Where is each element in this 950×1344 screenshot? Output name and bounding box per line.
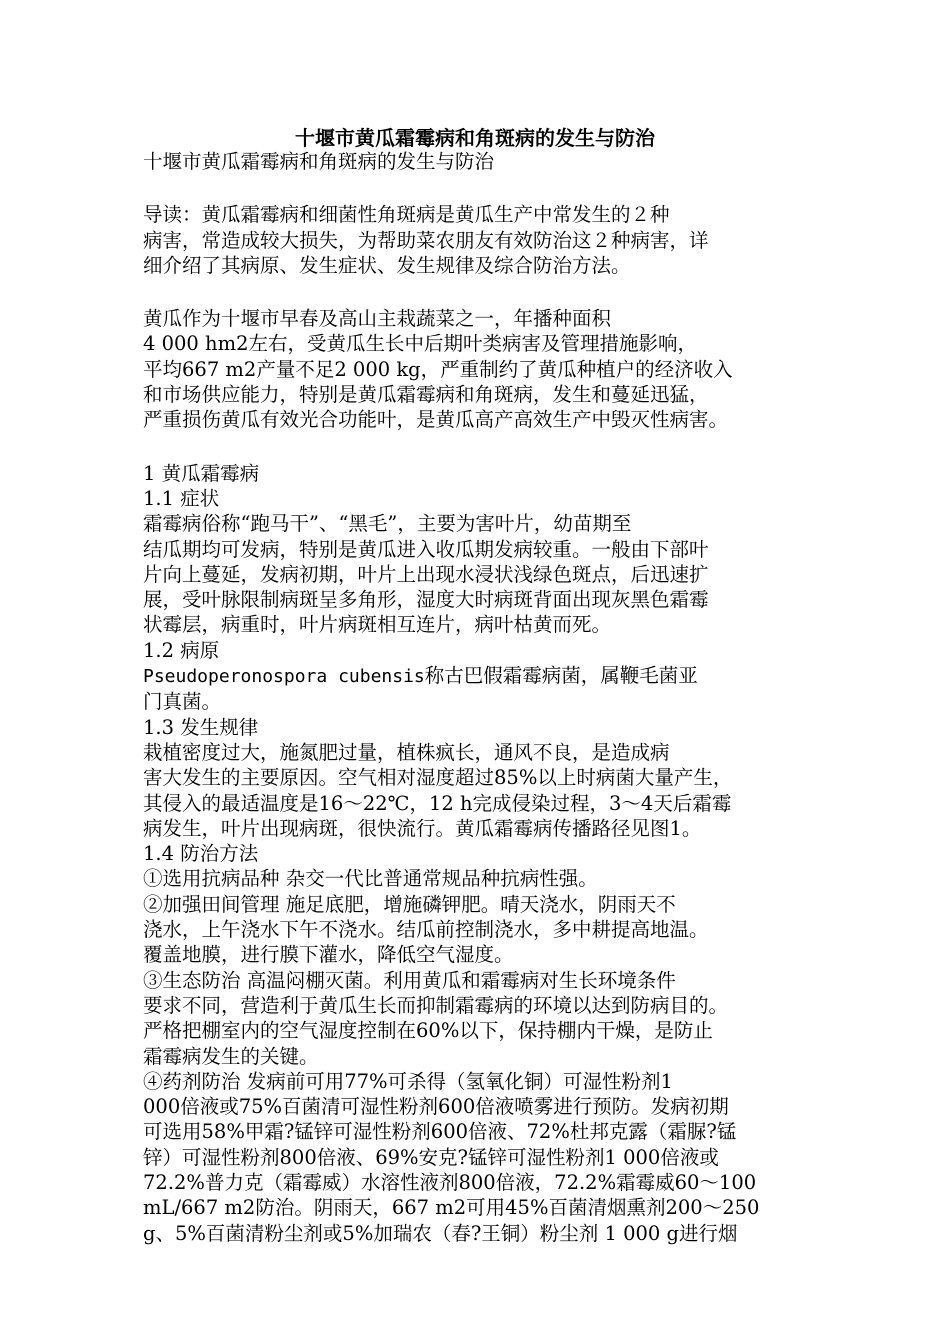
list-item: ②加强田间管理 施足底肥，增施磷钾肥。晴天浇水，阴雨天不	[143, 892, 676, 916]
paragraph-line: 覆盖地膜，进行膜下灌水，降低空气湿度。	[143, 943, 514, 967]
paragraph-line: 平均667 m2产量不足2 000 kg，严重制约了黄瓜种植户的经济收入	[143, 357, 733, 381]
section-heading: 1 黄瓜霜霉病	[143, 461, 260, 485]
subsection-heading: 1.1 症状	[143, 486, 220, 510]
paragraph-line: 其侵入的最适温度是16～22℃，12 h完成侵染过程，3～4天后霜霉	[143, 791, 732, 815]
paragraph-line: 状霉层，病重时，叶片病斑相互连片，病叶枯黄而死。	[143, 613, 612, 637]
paragraph-line: mL/667 m2防治。阴雨天，667 m2可用45%百菌清烟熏剂200～250	[143, 1196, 760, 1220]
intro-line: 病害，常造成较大损失，为帮助菜农朋友有效防治这２种病害，详	[143, 228, 709, 252]
document-body	[143, 149, 808, 1246]
paragraph-line: 结瓜期均可发病，特别是黄瓜进入收瓜期发病较重。一般由下部叶	[143, 537, 709, 561]
intro-line: 导读：黄瓜霜霉病和细菌性角斑病是黄瓜生产中常发生的２种	[143, 203, 670, 227]
paragraph-line: 可选用58%甲霜?锰锌可湿性粉剂600倍液、72%杜邦克露（霜脲?锰	[143, 1120, 737, 1144]
paragraph-line: 浇水，上午浇水下午不浇水。结瓜前控制浇水，多中耕提高地温。	[143, 918, 709, 942]
paragraph-line: 害大发生的主要原因。空气相对湿度超过85%以上时病菌大量产生，	[143, 766, 733, 790]
paragraph-line: 000倍液或75%百菌清可湿性粉剂600倍液喷雾进行预防。发病初期	[143, 1095, 729, 1119]
list-item: ①选用抗病品种 杂交一代比普通常规品种抗病性强。	[143, 867, 598, 891]
paragraph-line: 展，受叶脉限制病斑呈多角形，湿度大时病斑背面出现灰黑色霜霉	[143, 588, 709, 612]
intro-line: 细介绍了其病原、发生症状、发生规律及综合防治方法。	[143, 253, 631, 277]
document-subtitle: 十堰市黄瓜霜霉病和角斑病的发生与防治	[143, 150, 495, 173]
paragraph-line: 72.2%普力克（霜霉威）水溶性液剂800倍液，72.2%霜霉威60～100	[143, 1170, 757, 1194]
subsection-heading: 1.2 病原	[143, 638, 220, 662]
paragraph-line: 严重损伤黄瓜有效光合功能叶，是黄瓜高产高效生产中毁灭性病害。	[143, 408, 729, 432]
pathogen-latin-name: Pseudoperonospora cubensis	[143, 666, 425, 688]
paragraph-line: 霜霉病发生的关键。	[143, 1044, 319, 1068]
paragraph-line: 栽植密度过大，施氮肥过量，植株疯长，通风不良，是造成病	[143, 740, 670, 764]
paragraph-line: g、5%百菌清粉尘剂或5%加瑞农（春?王铜）粉尘剂 1 000 g进行烟	[143, 1221, 738, 1245]
subsection-heading: 1.3 发生规律	[143, 715, 259, 739]
paragraph-line: 锌）可湿性粉剂800倍液、69%安克?锰锌可湿性粉剂1 000倍液或	[143, 1145, 719, 1169]
paragraph-line: 片向上蔓延，发病初期，叶片上出现水浸状浅绿色斑点，后迅速扩	[143, 562, 709, 586]
list-item: ③生态防治 高温闷棚灭菌。利用黄瓜和霜霉病对生长环境条件	[143, 968, 676, 992]
paragraph-text: 称古巴假霜霉病菌，属鞭毛菌亚	[424, 664, 698, 688]
paragraph-line: 和市场供应能力，特别是黄瓜霜霉病和角斑病，发生和蔓延迅猛，	[143, 383, 709, 407]
paragraph-line: 病发生，叶片出现病斑，很快流行。黄瓜霜霉病传播路径见图1。	[143, 816, 702, 840]
paragraph-line: 黄瓜作为十堰市早春及高山主栽蔬菜之一，年播种面积	[143, 307, 612, 331]
document-title: 十堰市黄瓜霜霉病和角斑病的发生与防治	[295, 126, 655, 150]
subsection-heading: 1.4 防治方法	[143, 842, 259, 866]
paragraph-line: 4 000 hm2左右，受黄瓜生长中后期叶类病害及管理措施影响，	[143, 332, 697, 356]
paragraph-line: 门真菌。	[143, 690, 222, 714]
paragraph-line: 要求不同，营造利于黄瓜生长而抑制霜霉病的环境以达到防病目的。	[143, 993, 729, 1017]
list-item: ④药剂防治 发病前可用77%可杀得（氢氧化铜）可湿性粉剂1	[143, 1069, 673, 1093]
paragraph-line: 严格把棚室内的空气湿度控制在60%以下，保持棚内干燥，是防止	[143, 1019, 713, 1043]
paragraph-line: 霜霉病俗称“跑马干”、“黑毛”，主要为害叶片，幼苗期至	[143, 512, 632, 536]
paragraph-line	[143, 663, 808, 689]
